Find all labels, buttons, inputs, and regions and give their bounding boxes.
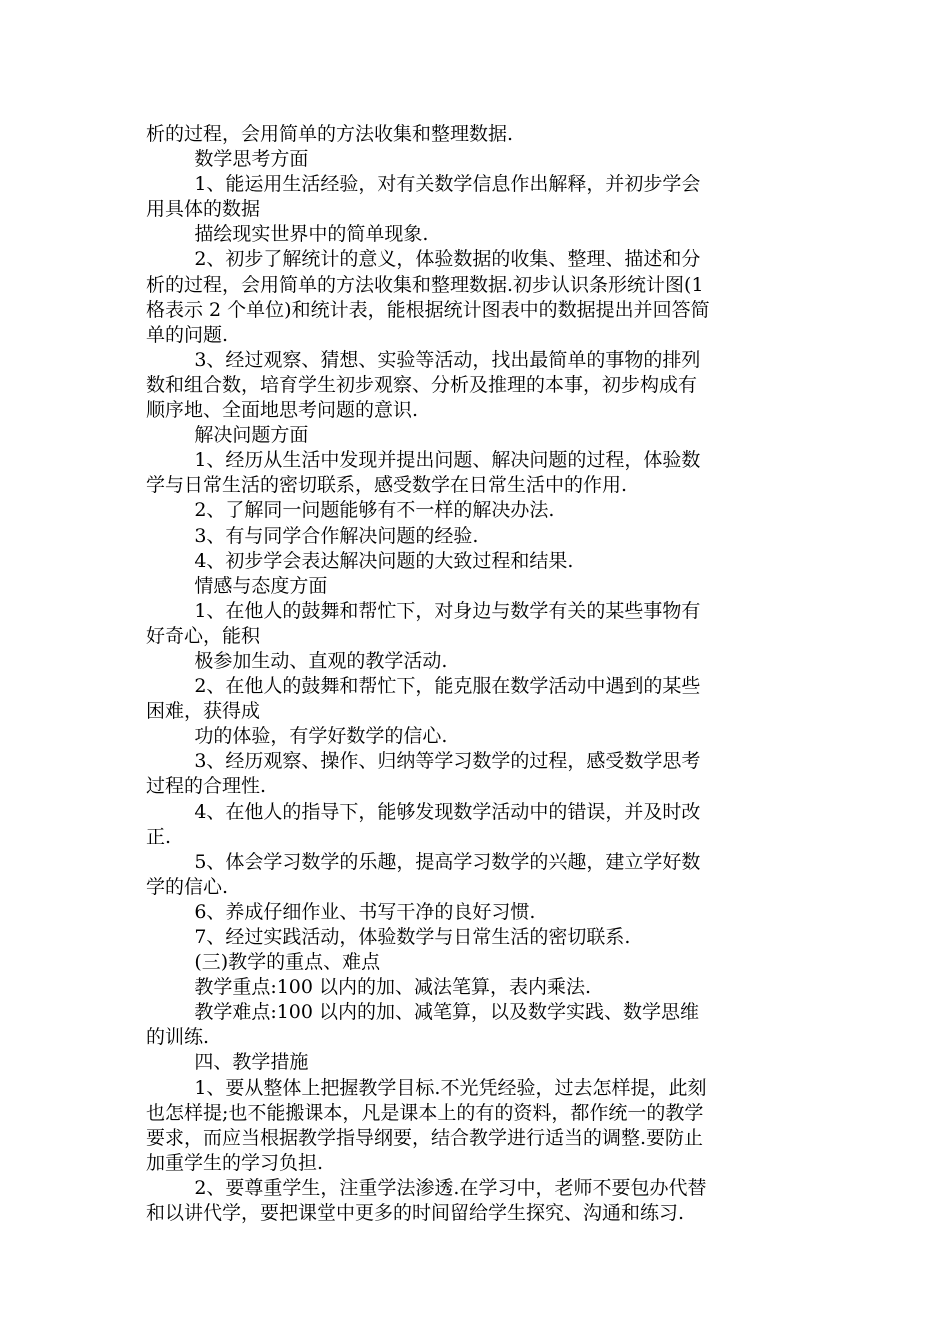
- text-line: 用具体的数据: [146, 198, 261, 221]
- text-line: 加重学生的学习负担.: [146, 1151, 324, 1174]
- text-line: 极参加生动、直观的教学活动.: [146, 649, 448, 672]
- text-line: 3、经历观察、操作、归纳等学习数学的过程，感受数学思考: [146, 750, 701, 773]
- text-line: 顺序地、全面地思考问题的意识.: [146, 399, 419, 422]
- text-line: 格表示 2 个单位)和统计表，能根据统计图表中的数据提出并回答简: [146, 298, 710, 321]
- text-line: 单的问题.: [146, 323, 229, 346]
- text-line: 教学重点:100 以内的加、减法笔算，表内乘法.: [146, 976, 592, 999]
- text-line: 困难，获得成: [146, 700, 261, 723]
- text-line: 数学思考方面: [146, 148, 309, 171]
- text-line: 1、在他人的鼓舞和帮忙下，对身边与数学有关的某些事物有: [146, 599, 701, 622]
- document-body: [146, 122, 814, 1226]
- text-line: 也怎样提;也不能搬课本，凡是课本上的有的资料，都作统一的教学: [146, 1101, 704, 1124]
- text-line: 解决问题方面: [146, 424, 309, 447]
- text-line: 2、了解同一问题能够有不一样的解决办法.: [146, 499, 555, 522]
- text-line: 正.: [146, 825, 172, 848]
- text-line: 3、经过观察、猜想、实验等活动，找出最简单的事物的排列: [146, 348, 701, 371]
- text-line: 4、初步学会表达解决问题的大致过程和结果.: [146, 549, 574, 572]
- text-line: 好奇心，能积: [146, 624, 261, 647]
- text-line: 情感与态度方面: [146, 574, 328, 597]
- text-line: 2、初步了解统计的意义，体验数据的收集、整理、描述和分: [146, 248, 701, 271]
- text-line: 析的过程，会用简单的方法收集和整理数据.初步认识条形统计图(1: [146, 273, 704, 296]
- text-line: 1、要从整体上把握教学目标.不光凭经验，过去怎样提，此刻: [146, 1076, 707, 1099]
- text-line: 5、体会学习数学的乐趣，提高学习数学的兴趣，建立学好数: [146, 850, 701, 873]
- text-line: 析的过程，会用简单的方法收集和整理数据.: [146, 123, 514, 145]
- text-line: 学与日常生活的密切联系，感受数学在日常生活中的作用.: [146, 474, 628, 497]
- text-line: 1、经历从生活中发现并提出问题、解决问题的过程，体验数: [146, 449, 701, 472]
- text-line: 3、有与同学合作解决问题的经验.: [146, 524, 479, 547]
- text-line: 7、经过实践活动，体验数学与日常生活的密切联系.: [146, 926, 631, 948]
- text-line: 要求，而应当根据教学指导纲要，结合教学进行适当的调整.要防止: [146, 1126, 704, 1149]
- text-line: 数和组合数，培育学生初步观察、分析及推理的本事，初步构成有: [146, 373, 698, 396]
- text-line: 和以讲代学，要把课堂中更多的时间留给学生探究、沟通和练习.: [146, 1202, 685, 1225]
- text-line: 四、教学措施: [146, 1051, 309, 1074]
- text-line: 2、在他人的鼓舞和帮忙下，能克服在数学活动中遇到的某些: [146, 675, 701, 698]
- text-line: (三)教学的重点、难点: [146, 951, 381, 974]
- text-line: 学的信心.: [146, 875, 229, 898]
- text-line: 教学难点:100 以内的加、减笔算，以及数学实践、数学思维: [146, 1001, 700, 1024]
- text-line: 6、养成仔细作业、书写干净的良好习惯.: [146, 900, 536, 923]
- text-line: 功的体验，有学好数学的信心.: [146, 725, 448, 748]
- text-line: 1、能运用生活经验，对有关数学信息作出解释，并初步学会: [146, 173, 701, 196]
- text-line: 过程的合理性.: [146, 775, 267, 798]
- text-line: 描绘现实世界中的简单现象.: [146, 223, 429, 246]
- text-line: 的训练.: [146, 1026, 210, 1049]
- text-line: 4、在他人的指导下，能够发现数学活动中的错误，并及时改: [146, 800, 701, 823]
- text-line: 2、要尊重学生，注重学法渗透.在学习中，老师不要包办代替: [146, 1176, 707, 1199]
